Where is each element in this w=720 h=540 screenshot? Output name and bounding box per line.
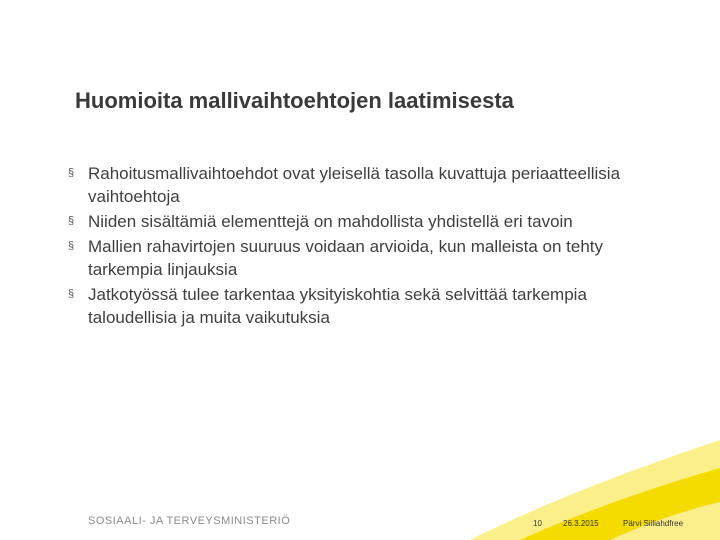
footer-page-number: 10 (533, 519, 542, 528)
bullet-marker: § (68, 215, 75, 227)
slide-title: Huomioita mallivaihtoehtojen laatimisesta (75, 88, 514, 113)
bullet-text: Jatkotyössä tulee tarkentaa yksityiskohtia sekä selvittää tarkempia taloudellisia ja muita vaikutuksia (88, 285, 587, 327)
footer-organization-logo: SOSIAALI- JA TERVEYSMINISTERIÖ (88, 515, 291, 527)
bullet-text: Mallien rahavirtojen suuruus voidaan arvioida, kun malleista on tehty tarkempia linjauksia (88, 237, 604, 279)
bullet-marker: § (68, 240, 75, 252)
bullet-text: Niiden sisältämiä elementtejä on mahdollista yhdistellä eri tavoin (88, 212, 573, 231)
bullet-marker: § (68, 167, 75, 179)
footer-date: 26.3.2015 (563, 519, 599, 528)
bullet-marker: § (68, 288, 75, 300)
footer-author: Pärvi Siiliahdfree (623, 519, 684, 528)
bullet-text: Rahoitusmallivaihtoehdot ovat yleisellä tasolla kuvattuja periaatteellisia vaihtoehtoja (88, 164, 621, 206)
